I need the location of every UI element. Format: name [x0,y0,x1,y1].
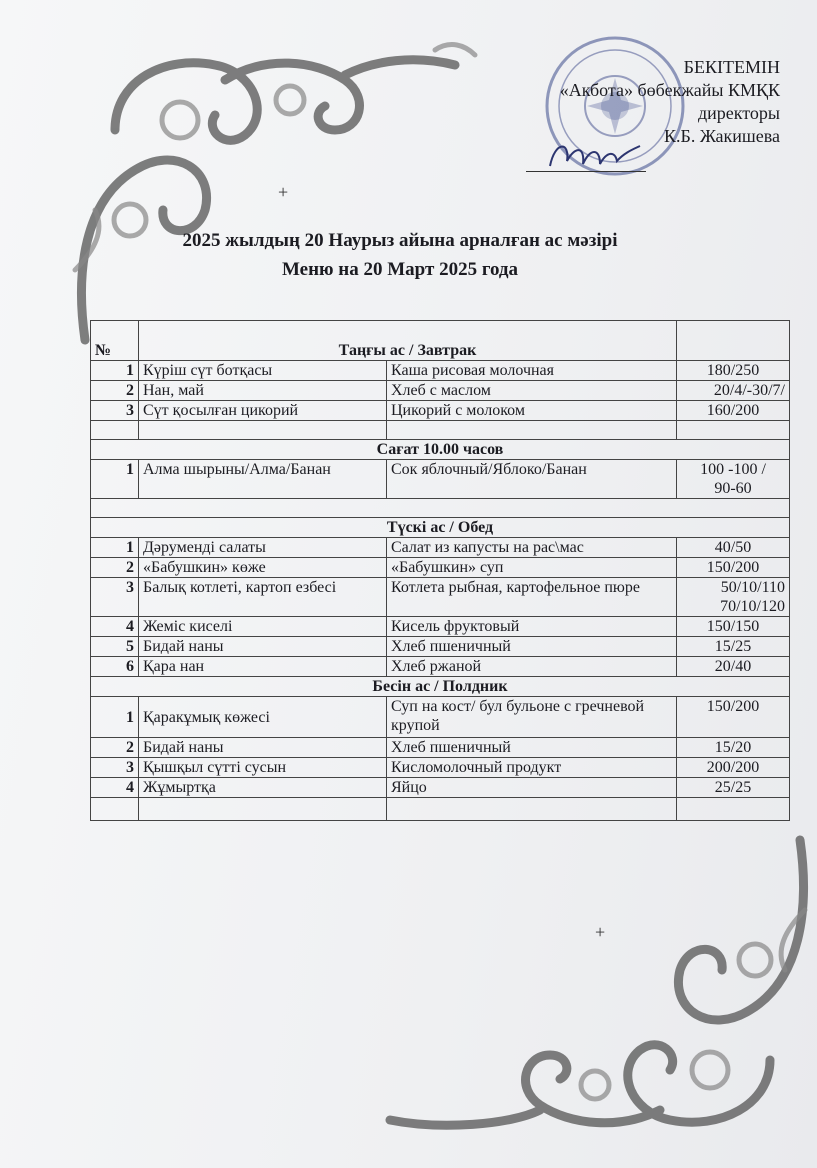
table-row [91,321,790,341]
menu-table [90,320,790,821]
table-row: 3 Сүт қосылған цикорий Цикорий с молоком 160/200 [91,401,790,421]
table-row-empty [91,798,790,821]
approval-block [490,56,780,148]
page-title [120,226,680,284]
section-afternoon-title: Бесін ас / Полдник [91,677,790,697]
table-row: 1 Дәруменді салаты Салат из капусты на рас\мас 40/50 [91,538,790,558]
table-row: 6 Қара нан Хлеб ржаной 20/40 [91,657,790,677]
table-row: 2 «Бабушкин» көже «Бабушкин» суп 150/200 [91,558,790,578]
table-row: 4 Жеміс киселі Кисель фруктовый 150/150 [91,617,790,637]
approval-position: директоры [697,103,780,123]
approval-name: К.Б. Жакишева [664,126,780,146]
table-row: 5 Бидай наны Хлеб пшеничный 15/25 [91,637,790,657]
ornament-bottom-right-icon [380,830,817,1160]
table-row: 3 Қышқыл сүтті сусын Кисломолочный продукт 200/200 [91,758,790,778]
table-row-empty [91,499,790,518]
table-row [91,677,790,697]
title-kz: 2025 жылдың 20 Наурыз айына арналған ас мәзірі [182,230,618,251]
table-row: 3 Балық котлеті, картоп езбесі Котлета рыбная, картофельное пюре 50/10/110 70/10/120 [91,578,790,617]
table-row: 1 Күріш сүт ботқасы Каша рисовая молочная 180/250 [91,361,790,381]
section-breakfast-title: Таңғы ас / Завтрак [139,321,677,361]
plus-mark-bottom: + [595,922,606,942]
approval-organization: «Акбота» бөбекжайы КМҚК [559,80,780,100]
table-row: 2 Нан, май Хлеб с маслом 20/4/-30/7/ [91,381,790,401]
table-row [91,518,790,538]
table-row [91,440,790,460]
title-ru: Меню на 20 Март 2025 года [281,259,519,280]
table-row-empty [91,421,790,440]
table-row: 2 Бидай наны Хлеб пшеничный 15/20 [91,738,790,758]
ornament-top-left-icon [55,20,495,350]
section-snack-title: Сағат 10.00 часов [91,440,790,460]
table-row: 1 Алма шырыны/Алма/Банан Сок яблочный/Яблоко/Банан 100 -100 / 90-60 [91,460,790,499]
signature-line [526,171,646,172]
table-row: 1 Қаракұмық көжесі Суп на кост/ бул бульоне с гречневой крупой 150/200 [91,697,790,738]
column-header-num: № [91,321,139,361]
section-lunch-title: Түскі ас / Обед [91,518,790,538]
approval-heading: БЕКІТЕМІН [683,57,780,77]
plus-mark-top: + [278,182,289,202]
table-row: 4 Жұмыртқа Яйцо 25/25 [91,778,790,798]
